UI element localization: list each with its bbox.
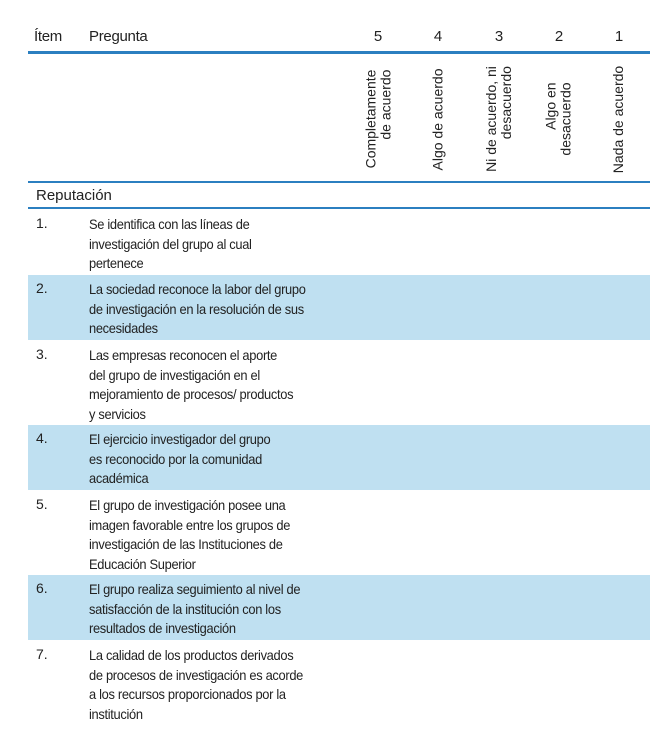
table-row — [28, 210, 650, 275]
row-question: La calidad de los productos derivados de procesos de investigación es acorde a los recursos proporcionados por la institución — [89, 647, 304, 722]
scale-label-1 — [599, 60, 639, 178]
row-question: El grupo realiza seguimiento al nivel de satisfacción de la institución con los resultados de investigación — [89, 581, 301, 636]
table-row — [28, 275, 650, 340]
row-index: 4. — [36, 430, 48, 446]
scale-label-text: Ni de acuerdo, ni desacuerdo — [483, 66, 514, 172]
scale-label-4 — [418, 60, 458, 178]
row-index: 6. — [36, 580, 48, 596]
scale-label-text: Algo en desacuerdo — [543, 82, 575, 156]
scale-value-1: 1 — [614, 28, 624, 45]
row-index: 3. — [36, 346, 48, 362]
scale-label-2 — [539, 60, 579, 178]
row-question: Las empresas reconocen el aporte del grupo de investigación en el mejoramiento de procesos/ productos y servicios — [89, 347, 294, 422]
scale-label-text: Nada de acuerdo — [610, 65, 627, 173]
table-row — [28, 641, 650, 725]
row-question: Se identifica con las líneas de investigación del grupo al cual pertenece — [89, 216, 252, 271]
scale-label-text: Completamente de acuerdo — [362, 69, 394, 169]
header-question: Pregunta — [89, 28, 148, 45]
header-rule — [28, 51, 650, 54]
row-index: 2. — [36, 280, 48, 296]
scale-value-5: 5 — [373, 28, 383, 45]
row-index: 5. — [36, 496, 48, 512]
scale-label-text: Algo de acuerdo — [429, 68, 446, 170]
table-row — [28, 341, 650, 425]
row-question: La sociedad reconoce la labor del grupo de investigación en la resolución de sus necesidades — [89, 281, 306, 336]
table-row — [28, 425, 650, 490]
row-question: El ejercicio investigador del grupo es reconocido por la comunidad académica — [89, 431, 271, 486]
scale-label-5 — [358, 60, 398, 178]
table-row — [28, 491, 650, 575]
scale-value-3: 3 — [494, 28, 504, 45]
scale-value-2: 2 — [554, 28, 564, 45]
row-index: 7. — [36, 646, 48, 662]
table-row — [28, 575, 650, 640]
subheader-rule — [28, 181, 650, 183]
scale-label-3 — [479, 60, 519, 178]
section-rule — [28, 207, 650, 209]
row-question: El grupo de investigación posee una imagen favorable entre los grupos de investigación de las Instituciones de Educación Superior — [89, 497, 291, 572]
scale-value-4: 4 — [433, 28, 443, 45]
header-item: Ítem — [34, 28, 62, 45]
row-index: 1. — [36, 215, 48, 231]
section-title: Reputación — [36, 187, 112, 204]
